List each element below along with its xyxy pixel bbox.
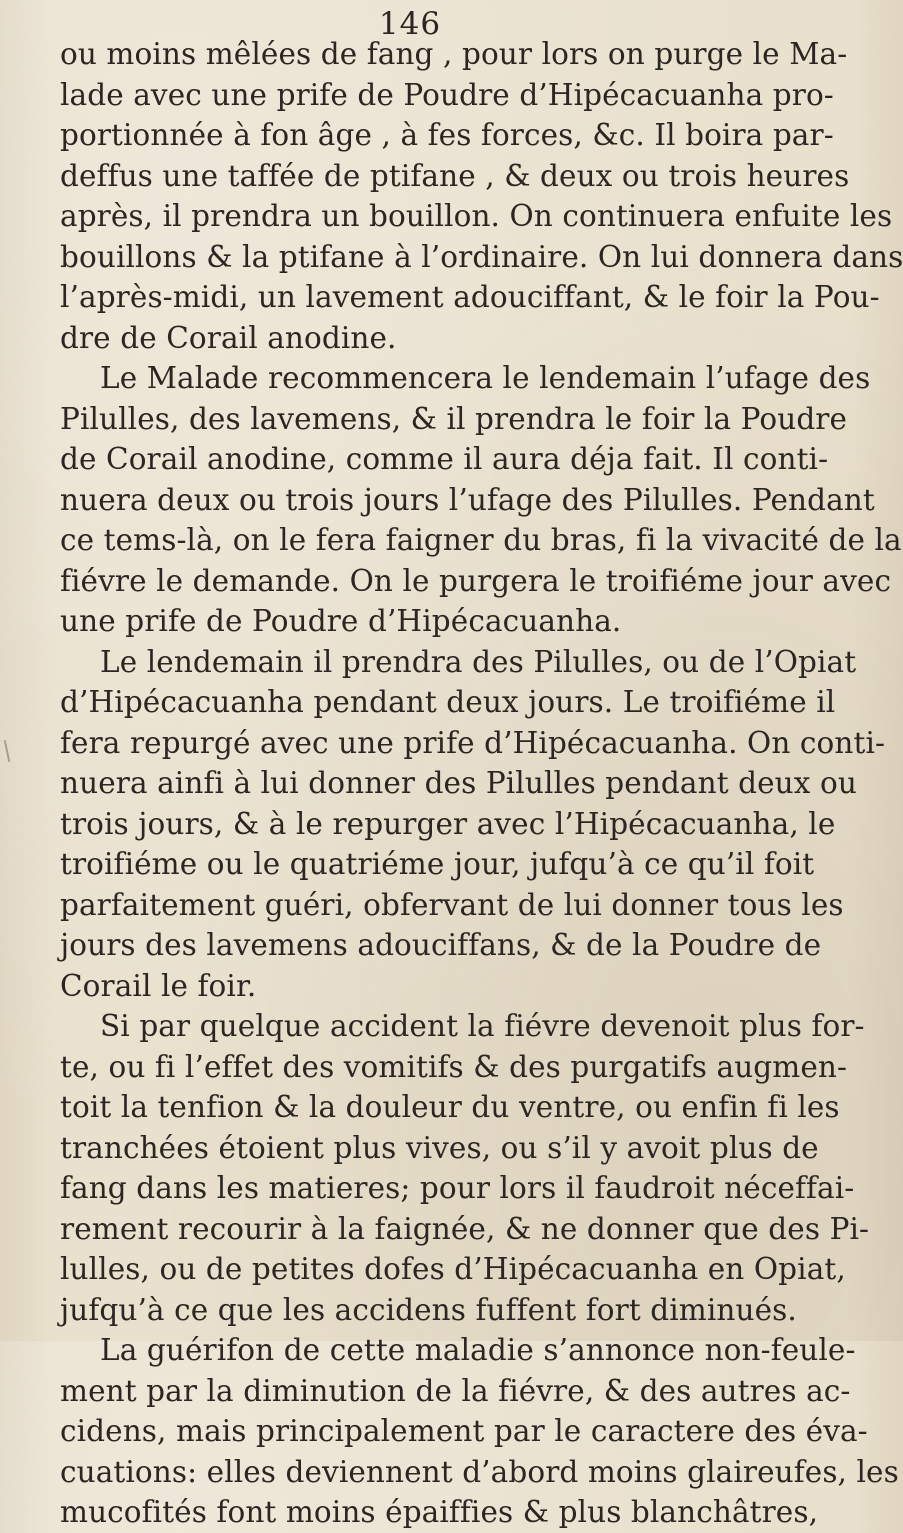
text-line: cidens, mais principalement par le caractere des éva- xyxy=(60,1414,868,1448)
text-line: cuations: elles deviennent d’abord moins glaireufes, les xyxy=(60,1454,899,1489)
text-line: de Corail anodine, comme il aura déja fait. Il conti- xyxy=(60,442,829,476)
text-line: fiévre le demande. On le purgera le troifiéme jour avec xyxy=(60,563,892,598)
text-line: nuera deux ou trois jours l’ufage des Pilulles. Pendant xyxy=(60,482,875,517)
text-line: portionnée à fon âge , à fes forces, &c. Il boira par- xyxy=(60,118,834,152)
text-line: jours des lavemens adouciffans, & de la Poudre de xyxy=(60,928,822,962)
text-line: La guérifon de cette maladie s’annonce non-feule- xyxy=(100,1333,856,1367)
text-line: lulles, ou de petites dofes d’Hipécacuanha en Opiat, xyxy=(60,1252,846,1286)
text-line: jufqu’à ce que les accidens fuffent fort diminués. xyxy=(60,1292,797,1327)
text-line: ou moins mêlées de fang , pour lors on purge le Ma- xyxy=(60,37,848,71)
text-line: toit la tenfion & la douleur du ventre, ou enfin fi les xyxy=(60,1090,840,1124)
text-line: d’Hipécacuanha pendant deux jours. Le troifiéme il xyxy=(60,685,836,719)
text-line: deffus une taffée de ptifane , & deux ou trois heures xyxy=(60,158,850,193)
text-line: ce tems-là, on le fera faigner du bras, fi la vivacité de la xyxy=(60,523,902,557)
text-line: ment par la diminution de la fiévre, & des autres ac- xyxy=(60,1373,851,1408)
book-page xyxy=(60,0,903,1529)
body-text xyxy=(60,34,903,1533)
text-line: tranchées étoient plus vives, ou s’il y avoit plus de xyxy=(60,1130,819,1165)
text-line: fera repurgé avec une prife d’Hipécacuanha. On conti- xyxy=(60,725,886,760)
text-line: te, ou fi l’effet des vomitifs & des purgatifs augmen- xyxy=(60,1049,848,1084)
text-line: après, il prendra un bouillon. On continuera enfuite les xyxy=(60,199,893,233)
text-line: Pilulles, des lavemens, & il prendra le foir la Poudre xyxy=(60,401,848,436)
text-line: trois jours, & à le repurger avec l’Hipécacuanha, le xyxy=(60,806,836,841)
page-number: 146 xyxy=(378,6,442,42)
text-line: troifiéme ou le quatriéme jour, jufqu’à ce qu’il foit xyxy=(60,847,815,881)
text-line: Le Malade recommencera le lendemain l’ufage des xyxy=(100,361,871,395)
text-line: Si par quelque accident la fiévre devenoit plus for- xyxy=(100,1009,865,1043)
text-line: lade avec une prife de Poudre d’Hipécacuanha pro- xyxy=(60,77,834,112)
text-line: une prife de Poudre d’Hipécacuanha. xyxy=(60,604,622,638)
text-line: mucofités font moins épaiffies & plus blanchâtres, xyxy=(60,1495,819,1529)
margin-mark xyxy=(4,740,11,762)
text-line: parfaitement guéri, obfervant de lui donner tous les xyxy=(60,887,844,922)
text-line: rement recourir à la faignée, & ne donner que des Pi- xyxy=(60,1211,870,1246)
text-line: Le lendemain il prendra des Pilulles, ou de l’Opiat xyxy=(100,644,857,679)
text-line: l’après-midi, un lavement adouciffant, & le foir la Pou- xyxy=(60,280,880,314)
text-line: nuera ainfi à lui donner des Pilulles pendant deux ou xyxy=(60,766,857,800)
text-line: bouillons & la ptifane à l’ordinaire. On lui donnera dans xyxy=(60,239,903,274)
text-line: fang dans les matieres; pour lors il faudroit néceffai- xyxy=(60,1171,855,1205)
text-line: Corail le foir. xyxy=(60,968,257,1003)
text-line: dre de Corail anodine. xyxy=(60,320,397,355)
